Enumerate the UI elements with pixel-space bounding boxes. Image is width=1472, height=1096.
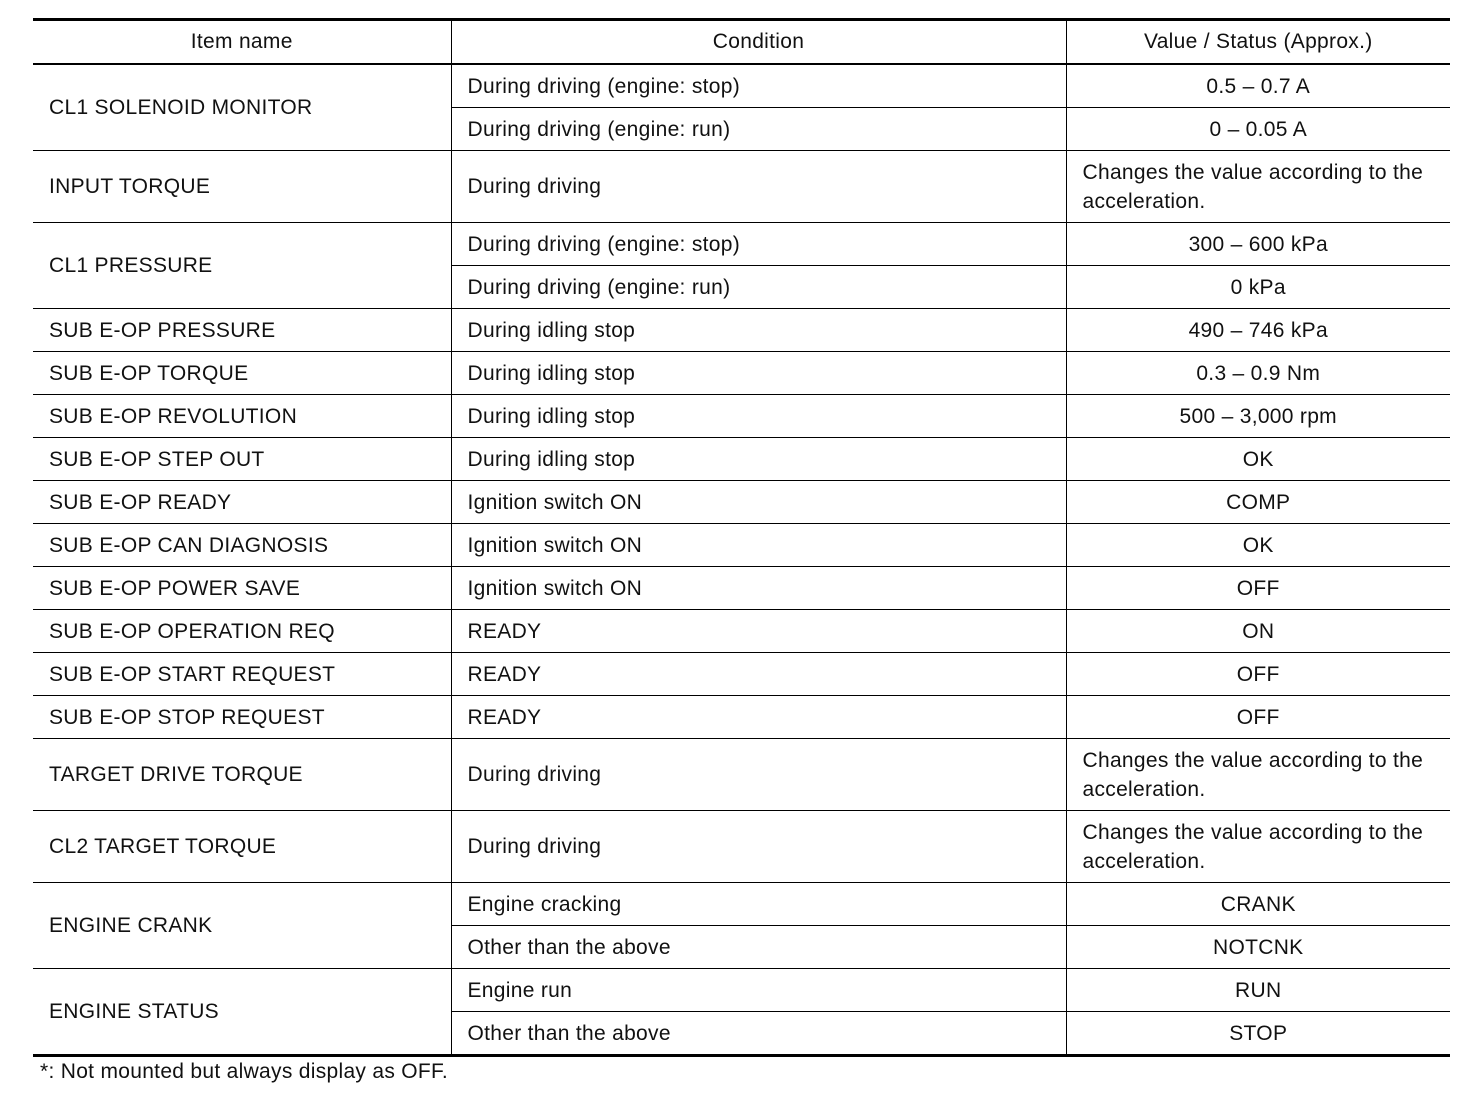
value-cell: 0.5 – 0.7 A [1066, 64, 1450, 108]
value-cell: 0.3 – 0.9 Nm [1066, 352, 1450, 395]
table-row [33, 883, 1450, 926]
item-name-cell: SUB E-OP OPERATION REQ [49, 619, 335, 643]
condition-cell: During driving (engine: stop) [451, 223, 1066, 266]
condition-cell: READY [451, 696, 1066, 739]
table-row [33, 610, 1450, 653]
table-row [33, 64, 1450, 108]
condition-cell: READY [451, 610, 1066, 653]
header-condition: Condition [451, 20, 1066, 65]
item-name-cell: ENGINE STATUS [49, 1000, 219, 1023]
value-cell: STOP [1066, 1012, 1450, 1056]
value-cell: ON [1066, 610, 1450, 653]
condition-cell: During driving [451, 151, 1066, 223]
table-row [33, 567, 1450, 610]
condition-cell: Engine cracking [451, 883, 1066, 926]
data-monitor-table [33, 18, 1450, 1057]
item-name-cell: SUB E-OP START REQUEST [49, 662, 336, 686]
value-cell: OK [1066, 524, 1450, 567]
value-cell: COMP [1066, 481, 1450, 524]
condition-cell: Ignition switch ON [451, 524, 1066, 567]
value-cell: Changes the value according to the acceleration. [1066, 811, 1450, 883]
value-cell: OFF [1066, 696, 1450, 739]
item-name-cell: CL1 PRESSURE [49, 254, 213, 277]
table-row [33, 481, 1450, 524]
condition-cell: During driving (engine: run) [451, 266, 1066, 309]
table-row [33, 309, 1450, 352]
item-name-cell: CL2 TARGET TORQUE [49, 835, 277, 858]
value-cell: 500 – 3,000 rpm [1066, 395, 1450, 438]
condition-cell: Ignition switch ON [451, 567, 1066, 610]
table-row [33, 653, 1450, 696]
value-cell: 0 kPa [1066, 266, 1450, 309]
table-row [33, 969, 1450, 1012]
value-cell: Changes the value according to the acceleration. [1066, 151, 1450, 223]
item-name-cell: ENGINE CRANK [49, 914, 213, 937]
header-value-status: Value / Status (Approx.) [1066, 20, 1450, 65]
condition-cell: During idling stop [451, 309, 1066, 352]
value-cell: Changes the value according to the acceleration. [1066, 739, 1450, 811]
item-name-cell: SUB E-OP READY [49, 490, 232, 514]
item-name-cell: SUB E-OP TORQUE [49, 361, 249, 385]
table-row [33, 811, 1450, 883]
table-row [33, 524, 1450, 567]
footnote: *: Not mounted but always display as OFF. [40, 1060, 448, 1083]
item-name-cell: SUB E-OP CAN DIAGNOSIS [49, 533, 329, 557]
condition-cell: Engine run [451, 969, 1066, 1012]
value-cell: 0 – 0.05 A [1066, 108, 1450, 151]
item-name-cell: CL1 SOLENOID MONITOR [49, 96, 313, 119]
value-cell: NOTCNK [1066, 926, 1450, 969]
value-cell: CRANK [1066, 883, 1450, 926]
table-row [33, 352, 1450, 395]
table-row [33, 739, 1450, 811]
value-cell: OFF [1066, 567, 1450, 610]
value-cell: OK [1066, 438, 1450, 481]
table-row [33, 395, 1450, 438]
condition-cell: During driving (engine: run) [451, 108, 1066, 151]
condition-cell: Ignition switch ON [451, 481, 1066, 524]
item-name-cell: SUB E-OP PRESSURE [49, 318, 276, 342]
condition-cell: During driving [451, 739, 1066, 811]
item-name-cell: SUB E-OP POWER SAVE [49, 576, 301, 600]
condition-cell: READY [451, 653, 1066, 696]
condition-cell: During driving (engine: stop) [451, 64, 1066, 108]
condition-cell: During idling stop [451, 438, 1066, 481]
condition-cell: During driving [451, 811, 1066, 883]
value-cell: RUN [1066, 969, 1450, 1012]
condition-cell: During idling stop [451, 352, 1066, 395]
header-item-name: Item name [190, 30, 293, 53]
condition-cell: Other than the above [451, 926, 1066, 969]
table-row [33, 223, 1450, 266]
table-row [33, 696, 1450, 739]
item-name-cell: INPUT TORQUE [49, 175, 211, 198]
table-header-row [33, 20, 1450, 65]
item-name-cell: SUB E-OP REVOLUTION [49, 404, 298, 428]
value-cell: 300 – 600 kPa [1066, 223, 1450, 266]
item-name-cell: SUB E-OP STEP OUT [49, 447, 265, 471]
value-cell: 490 – 746 kPa [1066, 309, 1450, 352]
item-name-cell: TARGET DRIVE TORQUE [49, 763, 303, 786]
table-row [33, 438, 1450, 481]
condition-cell: During idling stop [451, 395, 1066, 438]
table-row [33, 151, 1450, 223]
item-name-cell: SUB E-OP STOP REQUEST [49, 705, 325, 729]
value-cell: OFF [1066, 653, 1450, 696]
condition-cell: Other than the above [451, 1012, 1066, 1056]
